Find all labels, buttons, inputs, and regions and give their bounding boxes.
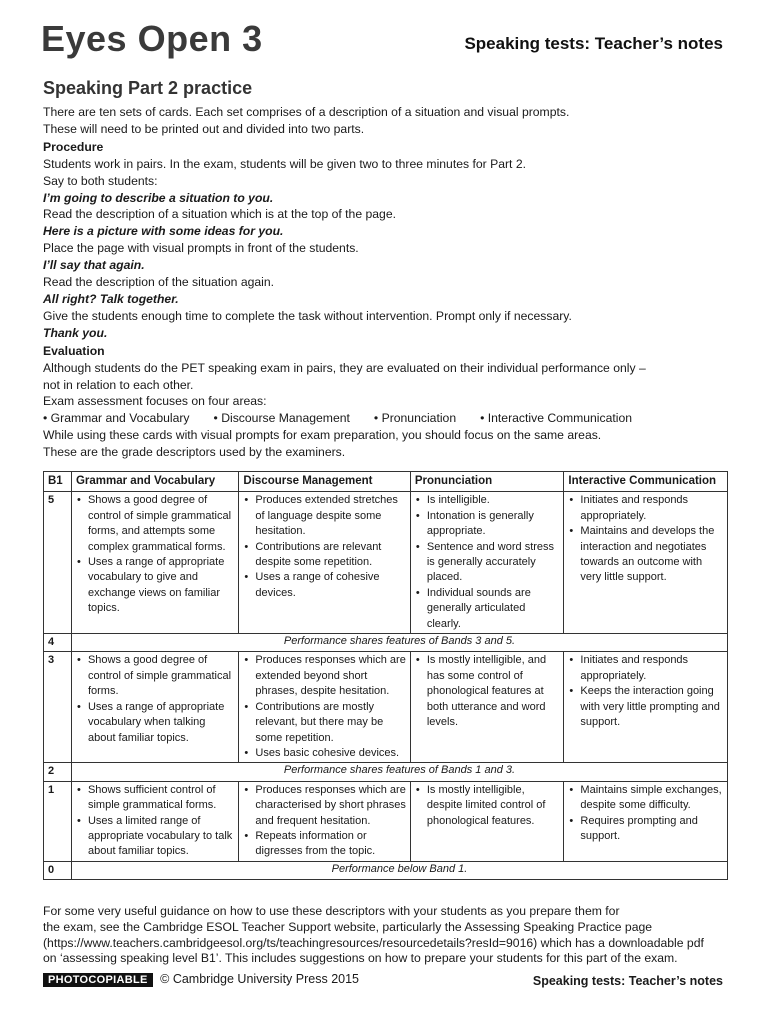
descriptor-item: • Contributions are relevant despite some repetition. [253, 540, 405, 571]
column-header: Grammar and Vocabulary [71, 472, 238, 492]
band-cell: 3 [44, 652, 72, 763]
descriptor-item: • Shows a good degree of control of simple grammatical forms. [86, 653, 234, 699]
bullet-icon: • [213, 411, 222, 426]
descriptor-cell [239, 492, 410, 634]
evaluation-line: These are the grade descriptors used by the examiners. [43, 445, 346, 460]
descriptor-item: • Maintains simple exchanges, despite some difficulty. [578, 783, 723, 814]
merged-descriptor-cell: Performance shares features of Bands 1 and 3. [71, 763, 727, 781]
descriptor-cell [564, 652, 728, 763]
footer-title: Speaking tests: Teacher’s notes [532, 974, 723, 988]
descriptor-list [415, 493, 560, 632]
descriptor-item: • Initiates and responds appropriately. [578, 653, 723, 684]
descriptor-item: • Contributions are mostly relevant, but there may be some repetition. [253, 700, 405, 746]
assessment-area-label: Discourse Management [221, 411, 350, 426]
procedure-lines [43, 156, 733, 342]
intro-line: These will need to be printed out and divided into two parts. [43, 121, 365, 136]
descriptor-cell [239, 652, 410, 763]
band-cell: 0 [44, 861, 72, 879]
descriptor-item: • Uses a range of appropriate vocabulary when talking about familiar topics. [86, 700, 234, 746]
copyright: © Cambridge University Press 2015 [160, 972, 360, 986]
section-title: Speaking Part 2 practice [43, 78, 253, 98]
merged-descriptor-cell: Performance shares features of Bands 3 and 5. [71, 634, 727, 652]
procedure-line: Read the description of a situation which is at the top of the page. [43, 207, 396, 222]
table-header-row [44, 472, 728, 492]
assessment-area-label: Interactive Communication [487, 411, 633, 426]
descriptor-cell [410, 652, 564, 763]
merged-descriptor-cell: Performance below Band 1. [71, 861, 727, 879]
main-content [43, 104, 733, 461]
descriptor-cell [71, 781, 238, 861]
descriptor-list [415, 653, 560, 730]
bullet-icon: • [373, 411, 382, 426]
procedure-line: Say to both students: [43, 173, 158, 188]
band-cell: 5 [44, 492, 72, 634]
table-row [44, 634, 728, 652]
descriptor-list [243, 493, 405, 601]
column-header: Pronunciation [410, 472, 564, 492]
descriptor-item: • Uses a range of cohesive devices. [253, 570, 405, 601]
assessment-area [43, 410, 190, 427]
evaluation-line: not in relation to each other. [43, 377, 194, 392]
descriptor-item: • Requires prompting and support. [578, 814, 723, 845]
page-footer [43, 972, 723, 990]
band-cell: 1 [44, 781, 72, 861]
descriptor-list [243, 783, 405, 860]
descriptor-item: • Initiates and responds appropriately. [578, 493, 723, 524]
descriptor-list [243, 653, 405, 761]
descriptor-item: • Repeats information or digresses from the topic. [253, 829, 405, 860]
band-cell: 2 [44, 763, 72, 781]
descriptor-item: • Is intelligible. [425, 493, 560, 508]
descriptor-cell [410, 492, 564, 634]
assessment-area [214, 410, 350, 427]
descriptor-item: • Sentence and word stress is generally accurately placed. [425, 540, 560, 586]
evaluation-line: Although students do the PET speaking exam in pairs, they are evaluated on their individual performance only – [43, 360, 646, 375]
document-title: Speaking tests: Teacher’s notes [464, 34, 723, 53]
teacher-script-line: Here is a picture with some ideas for you. [43, 224, 284, 239]
column-header: Discourse Management [239, 472, 410, 492]
descriptor-item: • Is mostly intelligible, and has some control of phonological features at both utterance and word levels. [425, 653, 560, 730]
teacher-script-line: All right? Talk together. [43, 291, 179, 306]
descriptor-cell [239, 781, 410, 861]
teacher-script-line: I’ll say that again. [43, 258, 145, 273]
assessment-area-label: Pronunciation [381, 411, 457, 426]
descriptor-cell [564, 781, 728, 861]
descriptor-item: • Maintains and develops the interaction and negotiates towards an outcome with very little support. [578, 524, 723, 586]
procedure-line: Students work in pairs. In the exam, students will be given two to three minutes for Part 2. [43, 156, 526, 171]
table-row [44, 492, 728, 634]
book-title: Eyes Open 3 [41, 18, 263, 59]
table-row [44, 781, 728, 861]
assessment-area [374, 410, 456, 427]
descriptor-cell [71, 652, 238, 763]
descriptor-item: • Intonation is generally appropriate. [425, 509, 560, 540]
descriptor-cell [71, 492, 238, 634]
band-cell: 4 [44, 634, 72, 652]
evaluation-heading: Evaluation [43, 343, 105, 358]
descriptor-list [415, 783, 560, 829]
descriptor-list [76, 493, 234, 616]
descriptor-item: • Uses a limited range of appropriate vocabulary to talk about familiar topics. [86, 814, 234, 860]
guidance-line: (https://www.teachers.cambridgeesol.org/ts/teachingresources/resourcedetails?resId=9016) which has a downloadable pdf [43, 935, 704, 950]
assessment-areas [43, 410, 733, 427]
descriptor-item: • Uses basic cohesive devices. [253, 746, 405, 761]
photocopiable-badge: PHOTOCOPIABLE [43, 973, 153, 987]
descriptor-item: • Is mostly intelligible, despite limited control of phonological features. [425, 783, 560, 829]
assessment-area [480, 410, 632, 427]
teacher-script-line: Thank you. [43, 325, 108, 340]
descriptor-cell [564, 492, 728, 634]
descriptor-item: • Shows a good degree of control of simple grammatical forms, and attempts some complex grammatical forms. [86, 493, 234, 555]
procedure-line: Give the students enough time to complete the task without intervention. Prompt only if necessary. [43, 308, 572, 323]
evaluation-line: While using these cards with visual prompts for exam preparation, you should focus on the same areas. [43, 428, 602, 443]
guidance-line: For some very useful guidance on how to use these descriptors with your students as you prepare them for [43, 904, 620, 918]
procedure-line: Place the page with visual prompts in front of the students. [43, 241, 359, 256]
guidance-line: the exam, see the Cambridge ESOL Teacher Support website, particularly the Assessing Speaking Practice page [43, 919, 653, 934]
descriptor-list [568, 653, 723, 730]
column-header: B1 [44, 472, 72, 492]
procedure-line: Read the description of the situation again. [43, 275, 275, 290]
descriptor-list [568, 493, 723, 585]
table-row [44, 763, 728, 781]
descriptor-item: • Individual sounds are generally articulated clearly. [425, 586, 560, 632]
table-row [44, 861, 728, 879]
descriptor-list [568, 783, 723, 845]
descriptor-list [76, 653, 234, 745]
teacher-script-line: I’m going to describe a situation to you. [43, 190, 274, 205]
descriptor-cell [410, 781, 564, 861]
descriptor-item: • Produces extended stretches of language despite some hesitation. [253, 493, 405, 539]
table-row [44, 652, 728, 763]
descriptor-item: • Uses a range of appropriate vocabulary to give and exchange views on familiar topics. [86, 555, 234, 617]
bullet-icon: • [480, 411, 488, 426]
assessment-area-label: Grammar and Vocabulary [50, 411, 190, 426]
bullet-icon: • [43, 411, 51, 426]
descriptor-item: • Produces responses which are characterised by short phrases and frequent hesitation. [253, 783, 405, 829]
descriptor-item: • Shows sufficient control of simple grammatical forms. [86, 783, 234, 814]
descriptor-list [76, 783, 234, 860]
evaluation-line: Exam assessment focuses on four areas: [43, 394, 267, 409]
grade-descriptors-table [43, 471, 728, 880]
guidance-line: on ‘assessing speaking level B1’. This includes suggestions on how to prepare your students for this part of the exam. [43, 951, 678, 966]
intro-line: There are ten sets of cards. Each set comprises of a description of a situation and visual prompts. [43, 105, 570, 119]
procedure-heading: Procedure [43, 139, 104, 154]
descriptor-item: • Produces responses which are extended beyond short phrases, despite hesitation. [253, 653, 405, 699]
descriptor-item: • Keeps the interaction going with very little prompting and support. [578, 684, 723, 730]
guidance-text [43, 904, 733, 967]
column-header: Interactive Communication [564, 472, 728, 492]
